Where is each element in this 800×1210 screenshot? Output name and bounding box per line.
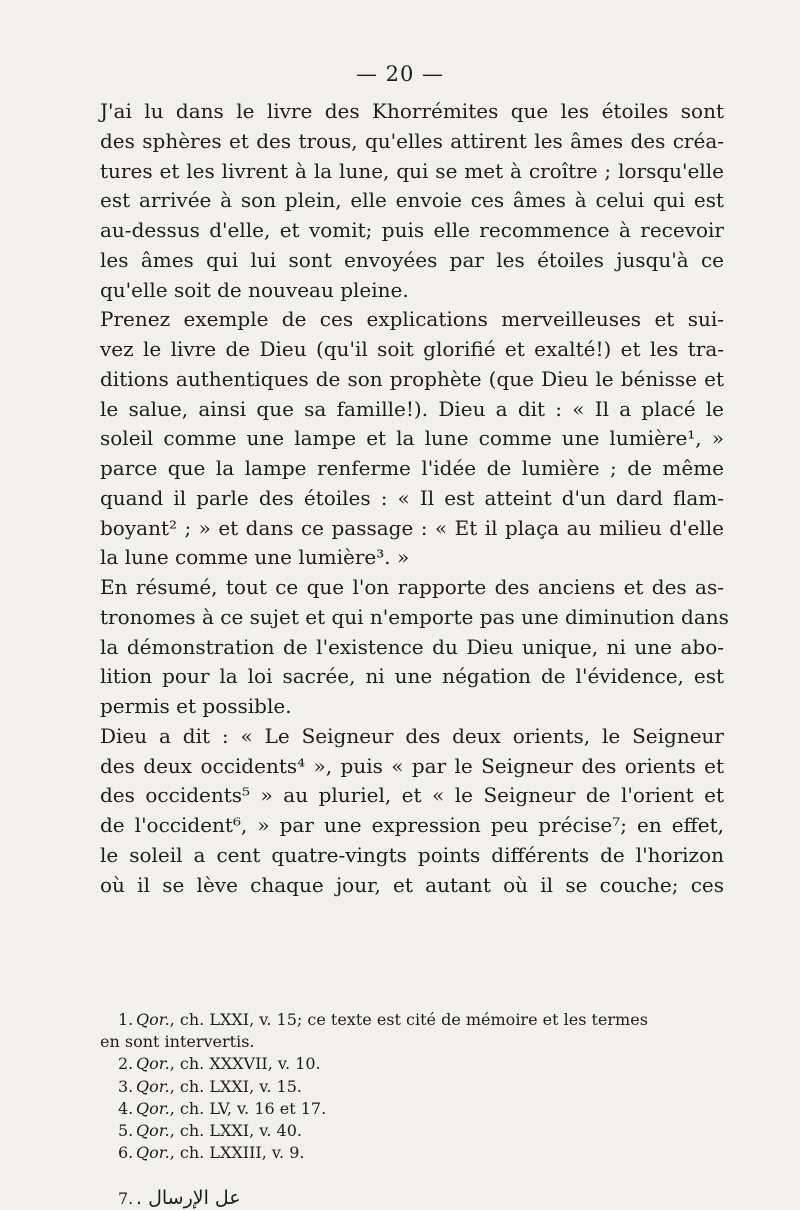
footnote-text: , ch. LXXIII, v. 9.	[169, 1143, 305, 1163]
text-line: le soleil a cent quatre-vingts points différents de l'horizon	[100, 842, 724, 867]
text-line: soleil comme une lampe et la lune comme une lumière¹, »	[100, 426, 724, 451]
footnote-source: Qor.	[136, 1010, 170, 1029]
text-line: qu'elle soit de nouveau pleine.	[100, 277, 409, 302]
text-line: permis et possible.	[100, 694, 292, 718]
text-line: vez le livre de Dieu (qu'il soit glorifié et exalté!) et les tra-	[100, 337, 724, 361]
text-line: Dieu a dit : « Le Seigneur des deux orients, le Seigneur	[100, 723, 724, 748]
text-line: des sphères et des trous, qu'elles attirent les âmes des créa-	[100, 128, 724, 153]
text-line: ditions authentiques de son prophète (que Dieu le bénisse et	[100, 366, 724, 391]
text-line: Prenez exemple de ces explications merveilleuses et sui-	[100, 307, 724, 332]
footnote-3	[100, 1076, 724, 1098]
footnotes	[100, 1009, 724, 1209]
text-line: parce que la lampe renferme l'idée de lumière ; de même	[100, 456, 724, 480]
footnote-number: 1.	[118, 1010, 134, 1029]
text-line: tronomes à ce sujet et qui n'emporte pas une diminution dans	[100, 604, 729, 629]
page-number: — 20 —	[355, 62, 445, 86]
text-line: tures et les livrent à la lune, qui se met à croître ; lorsqu'elle	[100, 158, 724, 183]
text-line: En résumé, tout ce que l'on rapporte des anciens et des as-	[100, 575, 724, 599]
text-line: de l'occident⁶, » par une expression peu précise⁷; en effet,	[100, 813, 724, 837]
footnote-text: , ch. LXXI, v. 40.	[169, 1120, 302, 1140]
footnote-source: Qor.	[136, 1054, 170, 1074]
text-line: la lune comme une lumière³. »	[100, 545, 410, 570]
text-line: la démonstration de l'existence du Dieu unique, ni une abo-	[100, 634, 724, 659]
footnote-8	[100, 1187, 724, 1209]
footnote-text: , ch. LV, v. 16 et 17.	[169, 1098, 327, 1118]
footnote-number: 5.	[118, 1120, 134, 1140]
footnote-number: 4.	[118, 1098, 134, 1118]
text-line: est arrivée à son plein, elle envoie ces âmes à celui qui est	[100, 188, 724, 213]
text-line: des deux occidents⁴ », puis « par le Seigneur des orients et	[100, 753, 724, 778]
text-line: où il se lève chaque jour, et autant où il se couche; ces	[100, 872, 724, 897]
footnote-number: 7.	[118, 1188, 134, 1208]
footnote-6	[100, 1142, 724, 1164]
footnote-source: Qor.	[136, 1143, 170, 1163]
text-line: des occidents⁵ » au pluriel, et « le Seigneur de l'orient et	[100, 783, 724, 808]
footnote-2	[100, 1053, 724, 1075]
footnote-text: , ch. XXXVII, v. 10.	[169, 1054, 321, 1074]
text-line: lition pour la loi sacrée, ni une négation de l'évidence, est	[100, 664, 724, 689]
footnote-7	[100, 1164, 724, 1186]
text-line: quand il parle des étoiles : « Il est atteint d'un dard flam-	[100, 485, 724, 510]
footnote-text: , ch. LXXI, v. 15.	[169, 1076, 302, 1096]
footnote-4	[100, 1098, 724, 1120]
footnote-number: 3.	[118, 1076, 134, 1096]
footnote-arabic-text: عل الإرسال .	[136, 1186, 241, 1209]
body-text	[100, 97, 729, 900]
text-line: au-dessus d'elle, et vomit; puis elle recommence à recevoir	[100, 218, 724, 242]
footnote-text: , ch. LXXI, v. 15; ce texte est cité de mémoire et les termes	[169, 1010, 648, 1029]
text-line: le salue, ainsi que sa famille!). Dieu a dit : « Il a placé le	[100, 396, 724, 421]
footnote-source: Qor.	[136, 1098, 170, 1118]
text-line: J'ai lu dans le livre des Khorrémites que les étoiles sont	[100, 99, 724, 123]
footnote-1	[100, 1009, 724, 1031]
footnote-source: Qor.	[136, 1076, 170, 1096]
text-line: les âmes qui lui sont envoyées par les étoiles jusqu'à ce	[100, 247, 724, 272]
footnote-5	[100, 1120, 724, 1142]
footnote-number: 6.	[118, 1143, 134, 1163]
footnote-number: 2.	[118, 1054, 134, 1074]
footnote-1-continuation: en sont intervertis.	[100, 1032, 255, 1052]
footnote-source: Qor.	[136, 1120, 170, 1140]
text-line: boyant² ; » et dans ce passage : « Et il plaça au milieu d'elle	[100, 515, 724, 540]
